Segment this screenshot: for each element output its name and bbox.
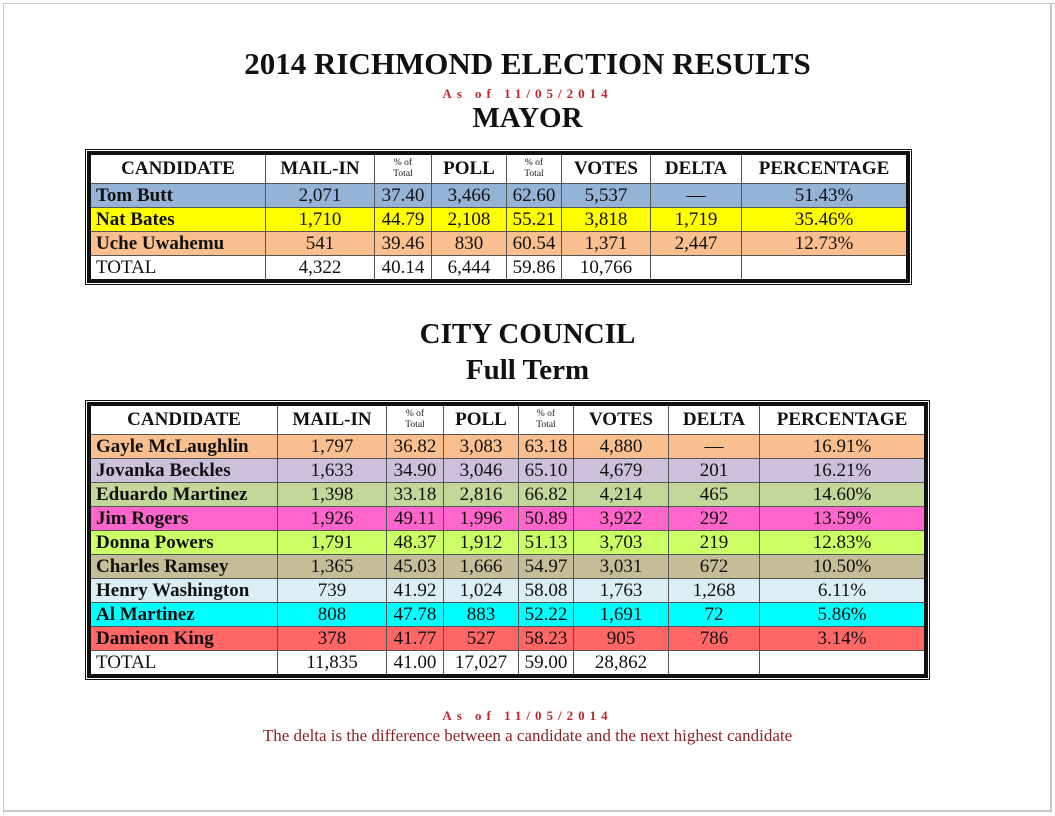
- vote-percentage: 10.50%: [760, 555, 927, 579]
- poll-percent: 50.89: [519, 507, 574, 531]
- poll-count: 2,816: [444, 483, 519, 507]
- mail-in-percent: 44.79: [375, 208, 432, 232]
- vote-delta: 786: [669, 627, 760, 651]
- poll-percent: 65.10: [519, 459, 574, 483]
- vote-percentage: 35.46%: [742, 208, 909, 232]
- poll-count: 2,108: [432, 208, 507, 232]
- mayor-results-table: [87, 151, 910, 283]
- total-poll-percent: 59.86: [507, 256, 562, 282]
- candidate-row: [89, 435, 926, 459]
- mail-in-count: 1,791: [278, 531, 387, 555]
- candidate-name: Damieon King: [89, 627, 278, 651]
- candidate-row: [89, 184, 908, 208]
- total-votes: 4,679: [574, 459, 669, 483]
- candidate-row: [89, 579, 926, 603]
- column-header-candidate: CANDIDATE: [89, 153, 266, 184]
- total-label: TOTAL: [89, 256, 266, 282]
- poll-percent: 52.22: [519, 603, 574, 627]
- poll-percent: 60.54: [507, 232, 562, 256]
- column-header-percentage: PERCENTAGE: [760, 404, 927, 435]
- column-header-mail-pct: % of Total: [387, 404, 444, 435]
- candidate-row: [89, 459, 926, 483]
- vote-percentage: 13.59%: [760, 507, 927, 531]
- mail-in-count: 1,710: [266, 208, 375, 232]
- total-delta: [669, 651, 760, 677]
- mail-in-count: 1,633: [278, 459, 387, 483]
- column-header-candidate: CANDIDATE: [89, 404, 278, 435]
- candidate-row: [89, 507, 926, 531]
- mail-in-percent: 36.82: [387, 435, 444, 459]
- vote-percentage: 16.21%: [760, 459, 927, 483]
- mail-in-count: 808: [278, 603, 387, 627]
- candidate-name: Donna Powers: [89, 531, 278, 555]
- mayor-heading: MAYOR: [472, 102, 583, 134]
- candidate-row: [89, 483, 926, 507]
- column-header-mail-pct: % of Total: [375, 153, 432, 184]
- total-votes: 5,537: [562, 184, 651, 208]
- column-header-mail-in: MAIL-IN: [278, 404, 387, 435]
- mail-in-percent: 37.40: [375, 184, 432, 208]
- column-header-votes: VOTES: [562, 153, 651, 184]
- mail-in-count: 2,071: [266, 184, 375, 208]
- poll-count: 3,083: [444, 435, 519, 459]
- vote-delta: 72: [669, 603, 760, 627]
- column-header-percentage: PERCENTAGE: [742, 153, 909, 184]
- poll-percent: 54.97: [519, 555, 574, 579]
- mail-in-percent: 45.03: [387, 555, 444, 579]
- vote-delta: 1,268: [669, 579, 760, 603]
- mail-in-count: 1,365: [278, 555, 387, 579]
- mail-in-percent: 34.90: [387, 459, 444, 483]
- mail-in-percent: 48.37: [387, 531, 444, 555]
- mail-in-count: 541: [266, 232, 375, 256]
- candidate-row: [89, 555, 926, 579]
- column-header-delta: DELTA: [651, 153, 742, 184]
- candidate-name: Jovanka Beckles: [89, 459, 278, 483]
- vote-percentage: 12.73%: [742, 232, 909, 256]
- candidate-name: Jim Rogers: [89, 507, 278, 531]
- document-title: 2014 RICHMOND ELECTION RESULTS: [244, 46, 811, 81]
- total-votes: 4,214: [574, 483, 669, 507]
- vote-percentage: 6.11%: [760, 579, 927, 603]
- total-percentage: [760, 651, 927, 677]
- mail-in-count: 739: [278, 579, 387, 603]
- delta-footnote: The delta is the difference between a candidate and the next highest candidate: [262, 726, 793, 745]
- mail-in-percent: 47.78: [387, 603, 444, 627]
- vote-delta: 465: [669, 483, 760, 507]
- vote-percentage: 12.83%: [760, 531, 927, 555]
- total-poll: 17,027: [444, 651, 519, 677]
- vote-percentage: 3.14%: [760, 627, 927, 651]
- vote-delta: 1,719: [651, 208, 742, 232]
- mail-in-percent: 41.77: [387, 627, 444, 651]
- total-votes: 1,691: [574, 603, 669, 627]
- poll-percent: 66.82: [519, 483, 574, 507]
- total-votes: 28,862: [574, 651, 669, 677]
- vote-delta: 292: [669, 507, 760, 531]
- poll-percent: 62.60: [507, 184, 562, 208]
- as-of-date: As of 11/05/2014: [442, 86, 613, 101]
- vote-percentage: 51.43%: [742, 184, 909, 208]
- council-results-table: [87, 402, 928, 678]
- total-poll-percent: 59.00: [519, 651, 574, 677]
- total-row: [89, 651, 926, 677]
- page-border-bottom: [3, 810, 1052, 812]
- poll-count: 883: [444, 603, 519, 627]
- poll-count: 1,666: [444, 555, 519, 579]
- total-mail-in: 4,322: [266, 256, 375, 282]
- total-delta: [651, 256, 742, 282]
- vote-percentage: 5.86%: [760, 603, 927, 627]
- column-header-poll-pct: % of Total: [507, 153, 562, 184]
- poll-percent: 58.08: [519, 579, 574, 603]
- vote-percentage: 14.60%: [760, 483, 927, 507]
- poll-percent: 55.21: [507, 208, 562, 232]
- table-header-row: [89, 153, 908, 184]
- total-mail-in-percent: 40.14: [375, 256, 432, 282]
- vote-delta: 201: [669, 459, 760, 483]
- poll-count: 1,912: [444, 531, 519, 555]
- total-votes: 905: [574, 627, 669, 651]
- mail-in-count: 378: [278, 627, 387, 651]
- candidate-name: Tom Butt: [89, 184, 266, 208]
- column-header-poll: POLL: [444, 404, 519, 435]
- footer-as-of-date: As of 11/05/2014: [442, 708, 613, 723]
- vote-percentage: 16.91%: [760, 435, 927, 459]
- vote-delta: 219: [669, 531, 760, 555]
- total-label: TOTAL: [89, 651, 278, 677]
- mail-in-count: 1,797: [278, 435, 387, 459]
- mail-in-count: 1,398: [278, 483, 387, 507]
- total-votes: 3,922: [574, 507, 669, 531]
- total-votes: 10,766: [562, 256, 651, 282]
- vote-delta: —: [669, 435, 760, 459]
- column-header-votes: VOTES: [574, 404, 669, 435]
- total-percentage: [742, 256, 909, 282]
- poll-count: 1,024: [444, 579, 519, 603]
- mail-in-count: 1,926: [278, 507, 387, 531]
- total-votes: 3,031: [574, 555, 669, 579]
- candidate-row: [89, 627, 926, 651]
- mail-in-percent: 39.46: [375, 232, 432, 256]
- total-votes: 3,818: [562, 208, 651, 232]
- full-term-subheading: Full Term: [465, 354, 590, 386]
- poll-percent: 63.18: [519, 435, 574, 459]
- column-header-mail-in: MAIL-IN: [266, 153, 375, 184]
- candidate-name: Henry Washington: [89, 579, 278, 603]
- mail-in-percent: 41.92: [387, 579, 444, 603]
- candidate-row: [89, 232, 908, 256]
- poll-percent: 51.13: [519, 531, 574, 555]
- total-poll: 6,444: [432, 256, 507, 282]
- total-votes: 1,371: [562, 232, 651, 256]
- mail-in-percent: 49.11: [387, 507, 444, 531]
- total-votes: 3,703: [574, 531, 669, 555]
- total-votes: 4,880: [574, 435, 669, 459]
- vote-delta: 2,447: [651, 232, 742, 256]
- city-council-heading: CITY COUNCIL: [419, 318, 636, 350]
- total-mail-in: 11,835: [278, 651, 387, 677]
- mail-in-percent: 33.18: [387, 483, 444, 507]
- candidate-row: [89, 531, 926, 555]
- candidate-row: [89, 208, 908, 232]
- candidate-name: Gayle McLaughlin: [89, 435, 278, 459]
- poll-count: 3,046: [444, 459, 519, 483]
- total-votes: 1,763: [574, 579, 669, 603]
- table-header-row: [89, 404, 926, 435]
- vote-delta: —: [651, 184, 742, 208]
- total-row: [89, 256, 908, 282]
- poll-percent: 58.23: [519, 627, 574, 651]
- candidate-name: Al Martinez: [89, 603, 278, 627]
- candidate-name: Uche Uwahemu: [89, 232, 266, 256]
- candidate-row: [89, 603, 926, 627]
- poll-count: 527: [444, 627, 519, 651]
- candidate-name: Eduardo Martinez: [89, 483, 278, 507]
- column-header-delta: DELTA: [669, 404, 760, 435]
- column-header-poll: POLL: [432, 153, 507, 184]
- candidate-name: Charles Ramsey: [89, 555, 278, 579]
- poll-count: 830: [432, 232, 507, 256]
- total-mail-in-percent: 41.00: [387, 651, 444, 677]
- vote-delta: 672: [669, 555, 760, 579]
- candidate-name: Nat Bates: [89, 208, 266, 232]
- column-header-poll-pct: % of Total: [519, 404, 574, 435]
- poll-count: 3,466: [432, 184, 507, 208]
- poll-count: 1,996: [444, 507, 519, 531]
